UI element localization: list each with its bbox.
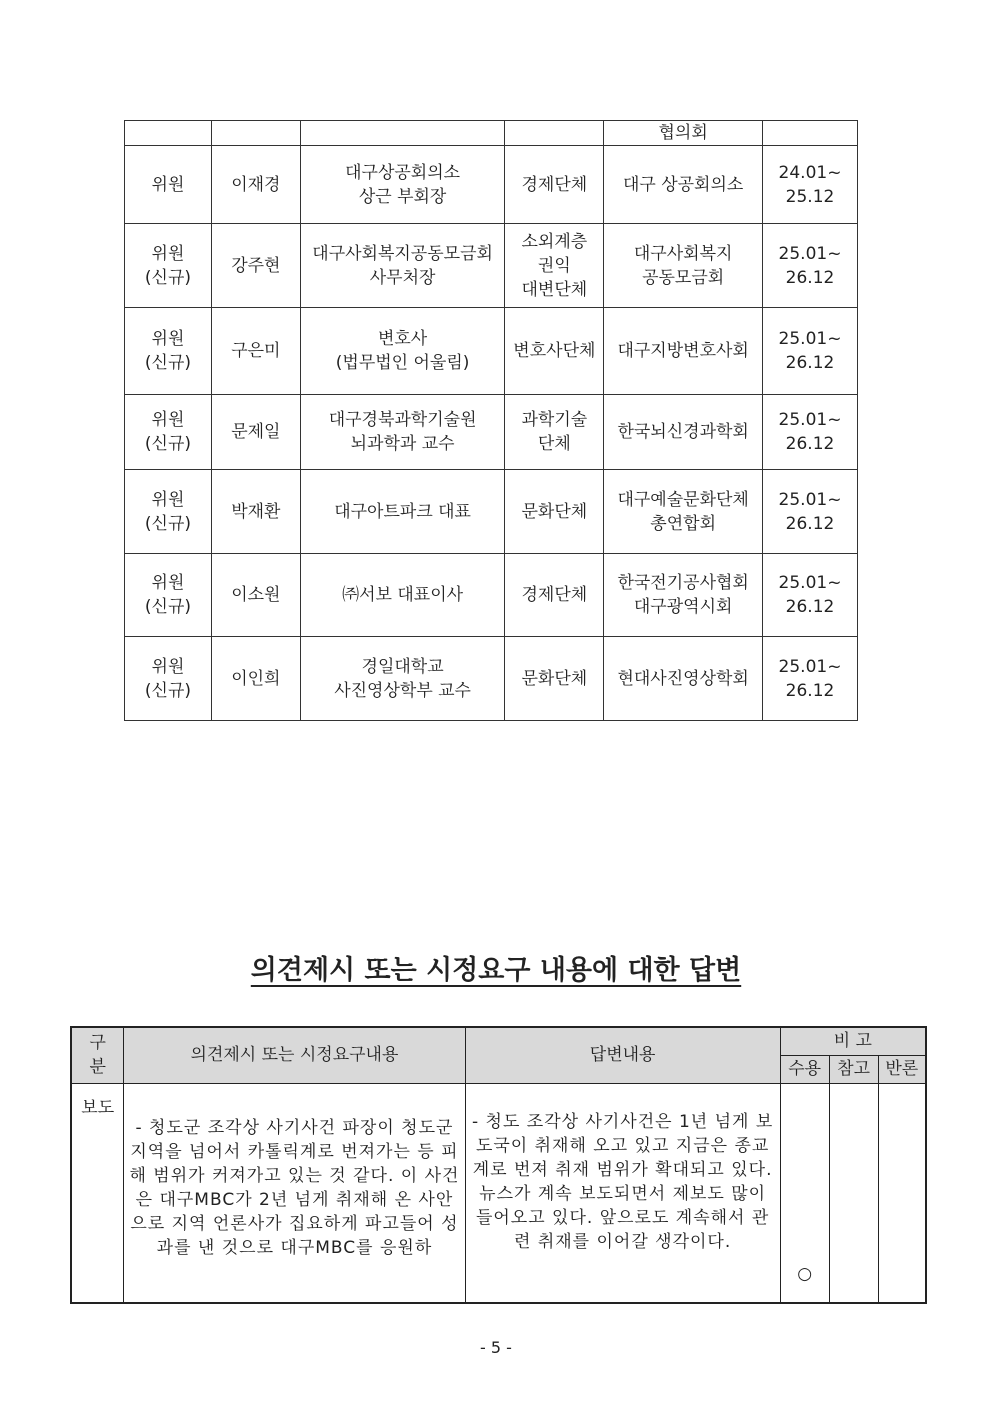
answer-cell: - 청도 조각상 사기사건은 1년 넘게 보도국이 취재해 오고 있고 지금은 종교계로 번져 취재 범위가 확대되고 있다. 뉴스가 계속 보도되면서 제보도 많이 들어오고 있다. 앞으로도 계속해서 관련 취재를 이어갈 생각이다.	[465, 1083, 780, 1303]
table-row	[125, 224, 858, 308]
term-cell: 25.01~ 26.12	[763, 637, 858, 721]
name-cell: 이소원	[211, 554, 300, 637]
table-row	[125, 470, 858, 554]
category-cell: 경제단체	[505, 554, 604, 637]
term-cell: 25.01~ 26.12	[763, 224, 858, 308]
table-row	[125, 637, 858, 721]
table-row	[125, 554, 858, 637]
category-cell: 문화단체	[505, 470, 604, 554]
division-header: 구 분	[71, 1027, 124, 1083]
position-cell: 대구상공회의소 상근 부회장	[300, 146, 505, 224]
term-cell: 25.01~ 26.12	[763, 395, 858, 470]
page-number: - 5 -	[480, 1338, 512, 1357]
table-row	[125, 146, 858, 224]
role-cell: 위원 (신규)	[125, 470, 212, 554]
remarks-header: 비 고	[780, 1027, 926, 1055]
category-cell: 소외계층 권익 대변단체	[505, 224, 604, 308]
rebut-header: 반론	[878, 1055, 926, 1083]
rebut-cell	[878, 1083, 926, 1303]
header-row	[71, 1027, 926, 1055]
position-cell: 대구경북과학기술원 뇌과학과 교수	[300, 395, 505, 470]
request-cell: - 청도군 조각상 사기사건 파장이 청도군 지역을 넘어서 카톨릭계로 번져가는 등 피해 범위가 커져가고 있는 것 같다. 이 사건은 대구MBC가 2년 넘게 취재해 온 사안으로 지역 언론사가 집요하게 파고들어 성과를 낸 것으로 대구MBC를 응원하	[124, 1083, 465, 1303]
response-table	[70, 1026, 927, 1304]
table-row	[125, 308, 858, 395]
role-cell: 위원 (신규)	[125, 308, 212, 395]
role-cell: 위원 (신규)	[125, 224, 212, 308]
name-cell: 문제일	[211, 395, 300, 470]
role-cell: 위원 (신규)	[125, 395, 212, 470]
reference-header: 참고	[829, 1055, 878, 1083]
position-cell: 대구아트파크 대표	[300, 470, 505, 554]
org-cell: 한국뇌신경과학회	[604, 395, 763, 470]
section-title	[0, 948, 992, 987]
category-cell: 과학기술 단체	[505, 395, 604, 470]
name-cell: 박재환	[211, 470, 300, 554]
org-cell: 대구예술문화단체 총연합회	[604, 470, 763, 554]
term-cell: 25.01~ 26.12	[763, 308, 858, 395]
name-cell: 강주현	[211, 224, 300, 308]
org-cell: 협의회	[604, 121, 763, 146]
term-cell: 25.01~ 26.12	[763, 470, 858, 554]
position-cell: ㈜서보 대표이사	[300, 554, 505, 637]
position-cell: 경일대학교 사진영상학부 교수	[300, 637, 505, 721]
request-header: 의견제시 또는 시정요구내용	[124, 1027, 465, 1083]
accept-cell: ○	[780, 1083, 829, 1303]
category-cell: 경제단체	[505, 146, 604, 224]
division-cell: 보도	[71, 1083, 124, 1303]
name-cell: 구은미	[211, 308, 300, 395]
term-cell: 25.01~ 26.12	[763, 554, 858, 637]
role-cell: 위원 (신규)	[125, 554, 212, 637]
accept-header: 수용	[780, 1055, 829, 1083]
name-cell: 이재경	[211, 146, 300, 224]
committee-members-table	[124, 120, 858, 721]
org-cell: 현대사진영상학회	[604, 637, 763, 721]
answer-header: 답변내용	[465, 1027, 780, 1083]
position-cell: 변호사 (법무법인 어울림)	[300, 308, 505, 395]
org-cell: 대구사회복지 공동모금회	[604, 224, 763, 308]
org-cell: 대구지방변호사회	[604, 308, 763, 395]
term-cell: 24.01~ 25.12	[763, 146, 858, 224]
section-title-text: 의견제시 또는 시정요구 내용에 대한 답변	[250, 955, 742, 986]
role-cell: 위원	[125, 146, 212, 224]
org-cell: 대구 상공회의소	[604, 146, 763, 224]
category-cell: 문화단체	[505, 637, 604, 721]
name-cell: 이인희	[211, 637, 300, 721]
org-cell: 한국전기공사협회 대구광역시회	[604, 554, 763, 637]
role-cell: 위원 (신규)	[125, 637, 212, 721]
category-cell: 변호사단체	[505, 308, 604, 395]
reference-cell	[829, 1083, 878, 1303]
table-row	[125, 121, 858, 146]
table-row	[125, 395, 858, 470]
position-cell: 대구사회복지공동모금회 사무처장	[300, 224, 505, 308]
table-row	[71, 1083, 926, 1303]
